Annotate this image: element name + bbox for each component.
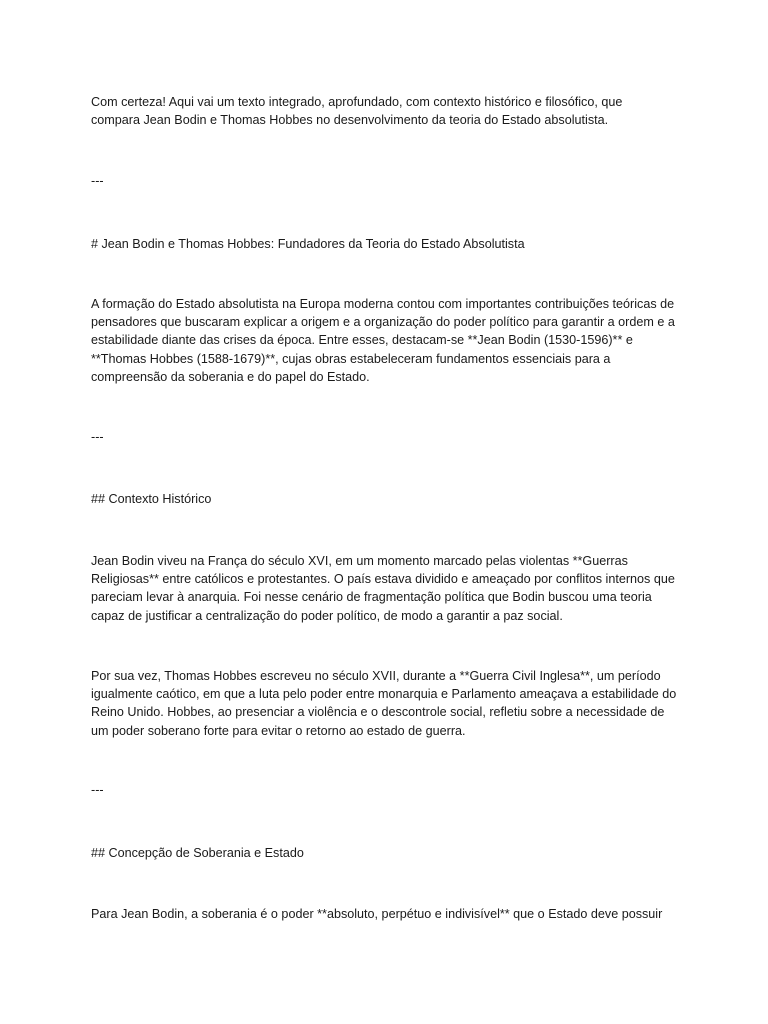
text-line: Por sua vez, Thomas Hobbes escreveu no século XVII, durante a **Guerra Civil Inglesa**, um período xyxy=(91,669,661,683)
text-line: compara Jean Bodin e Thomas Hobbes no desenvolvimento da teoria do Estado absolutista. xyxy=(91,113,609,128)
separator-text: --- xyxy=(91,174,104,188)
text-line: capaz de justificar a centralização do poder político, de modo a garantir a paz social. xyxy=(91,608,563,623)
text-line: um poder soberano forte para evitar o retorno ao estado de guerra. xyxy=(91,723,466,738)
heading-text: ## Contexto Histórico xyxy=(91,492,212,506)
text-line: Jean Bodin viveu na França do século XVI, em um momento marcado pelas violentas **Guerras xyxy=(91,554,628,568)
heading-text: ## Concepção de Soberania e Estado xyxy=(91,846,304,860)
text-line: Para Jean Bodin, a soberania é o poder **absoluto, perpétuo e indivisível** que o Estado deve possuir xyxy=(91,907,663,921)
separator-text: --- xyxy=(91,430,104,444)
paragraph-sovereignty xyxy=(91,905,691,923)
text-line: Com certeza! Aqui vai um texto integrado, aprofundado, com contexto histórico e filosófico, que xyxy=(91,95,623,109)
paragraph-bodin-context xyxy=(91,552,691,625)
document-title xyxy=(91,235,691,253)
text-line: igualmente caótico, em que a luta pelo poder entre monarquia e Parlamento ameaçava a estabilidade do xyxy=(91,687,677,702)
text-line: **Thomas Hobbes (1588-1679)**, cujas obras estabeleceram fundamentos essenciais para a xyxy=(91,351,611,366)
separator-1 xyxy=(91,172,691,190)
text-line: A formação do Estado absolutista na Europa moderna contou com importantes contribuições teóricas de xyxy=(91,297,675,311)
paragraph-formation xyxy=(91,295,691,386)
text-line: pensadores que buscaram explicar a origem e a organização do poder político para garantir a ordem e a xyxy=(91,315,675,330)
intro-paragraph xyxy=(91,93,691,129)
paragraph-hobbes-context xyxy=(91,667,691,740)
heading-context xyxy=(91,490,691,508)
separator-2 xyxy=(91,428,691,446)
text-line: estabilidade diante das crises da época. Entre esses, destacam-se **Jean Bodin (1530-1596)** e xyxy=(91,333,633,348)
title-text: # Jean Bodin e Thomas Hobbes: Fundadores da Teoria do Estado Absolutista xyxy=(91,237,525,251)
heading-sovereignty xyxy=(91,844,691,862)
separator-text: --- xyxy=(91,783,104,797)
text-line: Religiosas** entre católicos e protestantes. O país estava dividido e ameaçado por conflitos internos que xyxy=(91,572,675,587)
separator-3 xyxy=(91,781,691,799)
text-line: pareciam levar à anarquia. Foi nesse cenário de fragmentação política que Bodin buscou uma teoria xyxy=(91,590,652,605)
text-line: Reino Unido. Hobbes, ao presenciar a violência e o descontrole social, refletiu sobre a necessidade de xyxy=(91,705,665,720)
text-line: compreensão da soberania e do papel do Estado. xyxy=(91,369,370,384)
